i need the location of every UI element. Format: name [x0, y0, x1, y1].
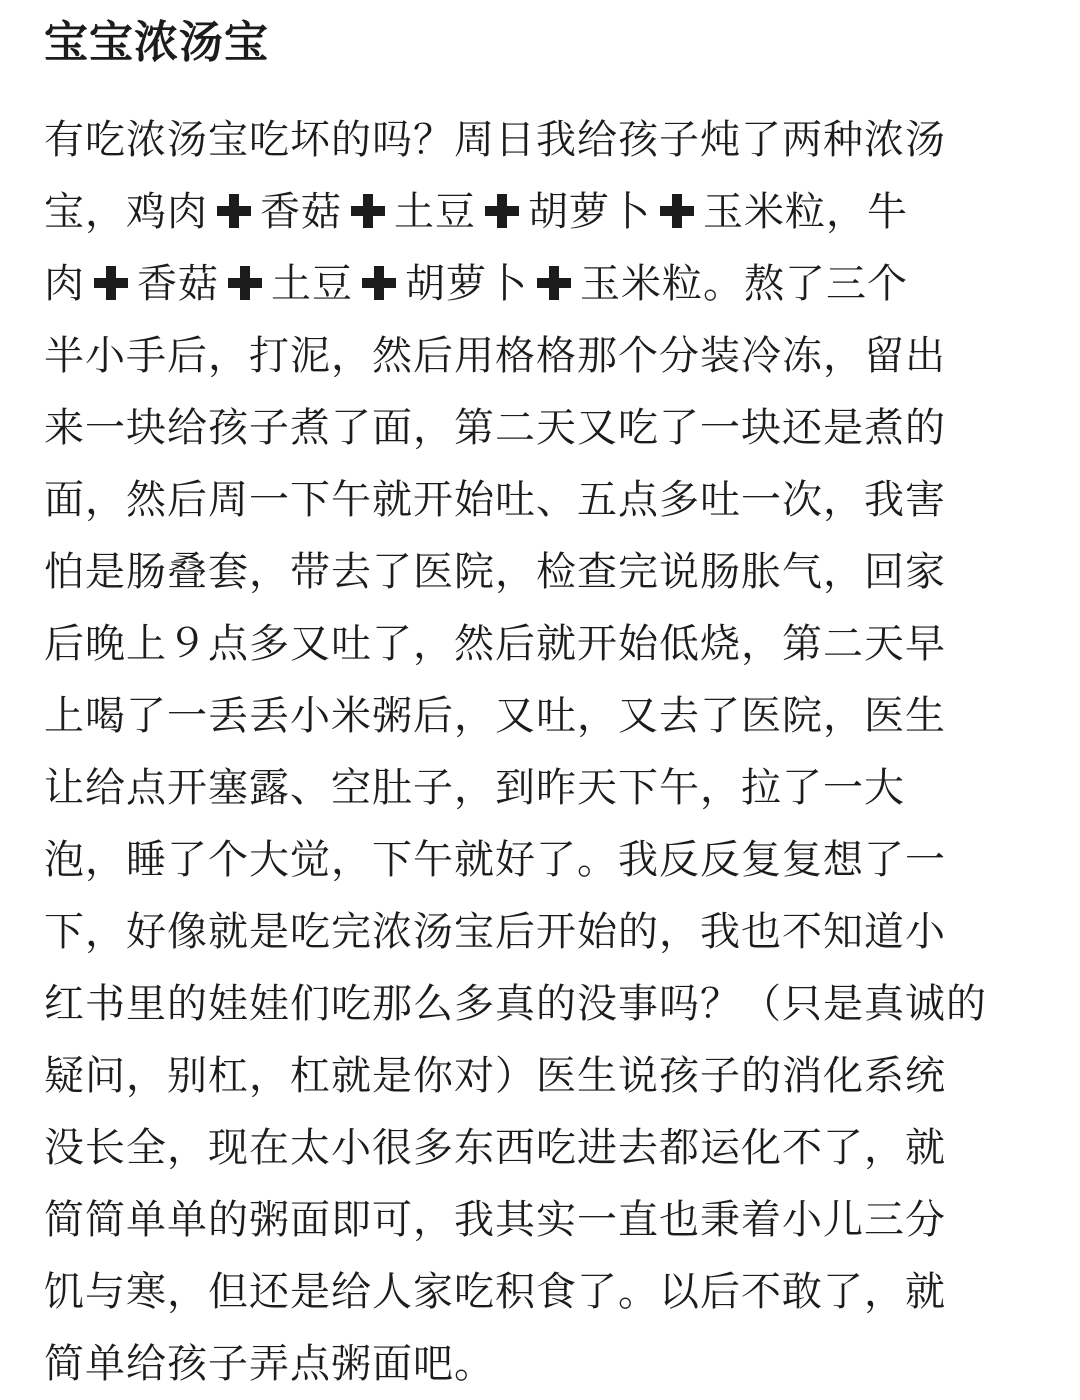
- text-segment: 面，然后周一下午就开始吐、五点多吐一次，我害: [44, 477, 946, 523]
- post-body-line: [44, 896, 1044, 968]
- text-segment: 玉米粒，牛: [703, 189, 908, 235]
- post-body-line: [44, 1112, 1044, 1184]
- text-segment: 土豆: [394, 189, 476, 235]
- post-body: [44, 104, 1044, 1400]
- plus-icon: [214, 191, 254, 231]
- plus-icon: [91, 263, 131, 303]
- text-segment: 上喝了一丢丢小米粥后，又吐，又去了医院，医生: [44, 693, 946, 739]
- post-body-line: [44, 104, 1044, 176]
- text-segment: 胡萝卜: [405, 261, 528, 307]
- post-body-line: [44, 608, 1044, 680]
- text-segment: 香菇: [137, 261, 219, 307]
- post-body-line: [44, 824, 1044, 896]
- text-segment: 简简单单的粥面即可，我其实一直也秉着小儿三分: [44, 1197, 946, 1243]
- text-segment: 玉米粒。熬了三个: [580, 261, 908, 307]
- post-body-line: [44, 1328, 1044, 1400]
- text-segment: 土豆: [271, 261, 353, 307]
- text-segment: 饥与寒，但还是给人家吃积食了。以后不敢了，就: [44, 1269, 946, 1315]
- text-segment: 简单给孩子弄点粥面吧。: [44, 1341, 495, 1387]
- text-segment: 宝，鸡肉: [44, 189, 208, 235]
- plus-icon: [534, 263, 574, 303]
- post-body-line: [44, 536, 1044, 608]
- post-body-line: [44, 176, 1044, 248]
- post-body-line: [44, 680, 1044, 752]
- post-body-line: [44, 1040, 1044, 1112]
- post-body-line: [44, 1184, 1044, 1256]
- text-segment: 胡萝卜: [528, 189, 651, 235]
- text-segment: 红书里的娃娃们吃那么多真的没事吗？（只是真诚的: [44, 981, 987, 1027]
- text-segment: 没长全，现在太小很多东西吃进去都运化不了，就: [44, 1125, 946, 1171]
- post-body-line: [44, 968, 1044, 1040]
- plus-icon: [348, 191, 388, 231]
- text-segment: 下，好像就是吃完浓汤宝后开始的，我也不知道小: [44, 909, 946, 955]
- text-segment: 疑问，别杠，杠就是你对）医生说孩子的消化系统: [44, 1053, 946, 1099]
- text-segment: 来一块给孩子煮了面，第二天又吃了一块还是煮的: [44, 405, 946, 451]
- post-container: [44, 0, 1044, 1400]
- post-body-line: [44, 1256, 1044, 1328]
- text-segment: 后晚上９点多又吐了，然后就开始低烧，第二天早: [44, 621, 946, 667]
- post-body-line: [44, 392, 1044, 464]
- post-body-line: [44, 464, 1044, 536]
- text-segment: 肉: [44, 261, 85, 307]
- plus-icon: [225, 263, 265, 303]
- text-segment: 半小手后，打泥，然后用格格那个分装冷冻，留出: [44, 333, 946, 379]
- text-segment: 香菇: [260, 189, 342, 235]
- post-title: 宝宝浓汤宝: [44, 17, 269, 68]
- plus-icon: [359, 263, 399, 303]
- text-segment: 有吃浓汤宝吃坏的吗？周日我给孩子炖了两种浓汤: [44, 117, 946, 163]
- text-segment: 让给点开塞露、空肚子，到昨天下午，拉了一大: [44, 765, 905, 811]
- text-segment: 泡，睡了个大觉，下午就好了。我反反复复想了一: [44, 837, 946, 883]
- text-segment: 怕是肠叠套，带去了医院，检查完说肠胀气，回家: [44, 549, 946, 595]
- plus-icon: [482, 191, 522, 231]
- plus-icon: [657, 191, 697, 231]
- post-body-line: [44, 752, 1044, 824]
- post-body-line: [44, 320, 1044, 392]
- post-body-line: [44, 248, 1044, 320]
